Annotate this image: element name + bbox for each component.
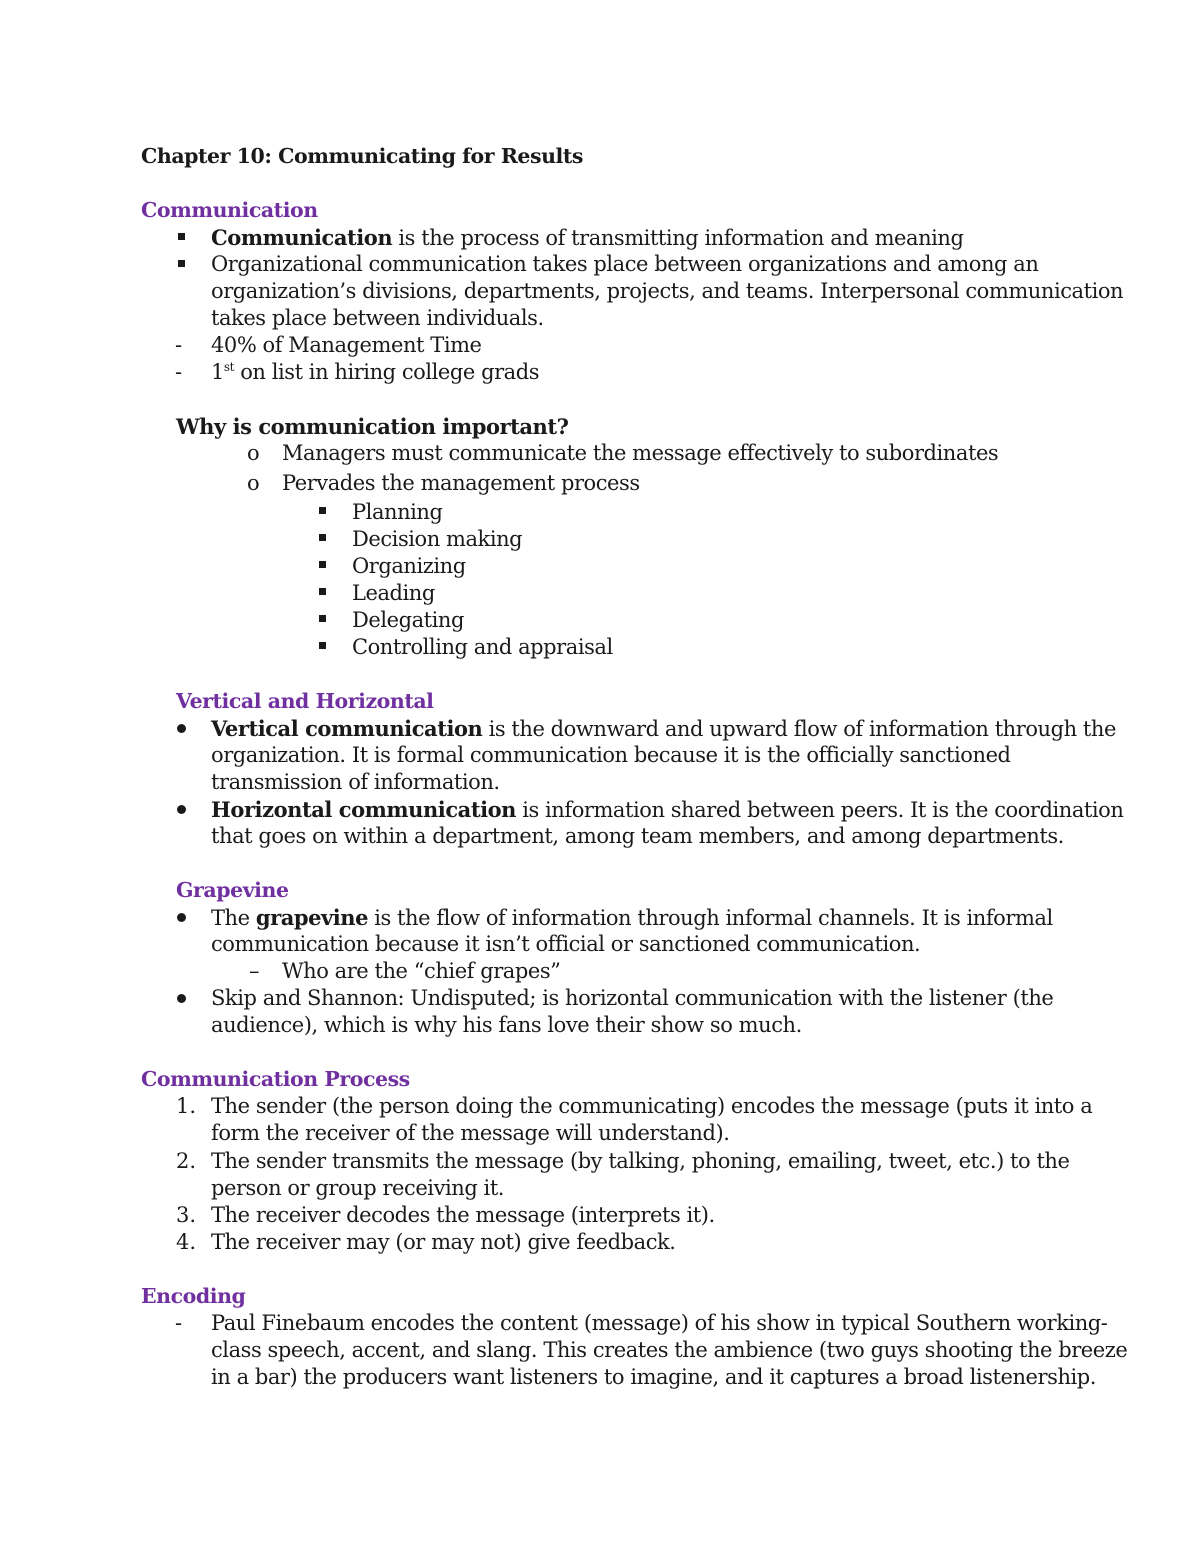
- dash-bullet: -: [175, 360, 183, 384]
- sub-item: Controlling and appraisal: [352, 635, 613, 659]
- sub-item: Leading: [352, 581, 435, 605]
- list-item: [211, 224, 964, 252]
- list-number: 4.: [176, 1230, 197, 1254]
- item-text: Skip and Shannon: Undisputed; is horizontal communication with the listener (the: [211, 986, 1054, 1010]
- item-text: The: [211, 906, 256, 930]
- dash-bullet: –: [249, 959, 260, 983]
- heading-communication: Communication: [141, 198, 318, 222]
- heading-vertical-horizontal: Vertical and Horizontal: [176, 689, 434, 713]
- item-text: that goes on within a department, among team members, and among departments.: [211, 824, 1064, 848]
- square-bullet-icon: [319, 561, 326, 568]
- square-bullet-icon: [319, 615, 326, 622]
- square-bullet-icon: [319, 534, 326, 541]
- square-bullet-icon: [178, 233, 185, 240]
- item-text: The receiver decodes the message (interprets it).: [211, 1203, 715, 1227]
- round-bullet-icon: [177, 805, 186, 814]
- term: grapevine: [255, 905, 369, 930]
- item-text: in a bar) the producers want listeners to imagine, and it captures a broad listenership.: [211, 1365, 1097, 1389]
- round-bullet-icon: [177, 724, 186, 733]
- item-text: is the flow of information through informal channels. It is informal: [368, 906, 1053, 930]
- list-number: 1.: [176, 1094, 197, 1118]
- item-text: The sender transmits the message (by talking, phoning, emailing, tweet, etc.) to the: [211, 1149, 1070, 1173]
- item-text: The receiver may (or may not) give feedback.: [211, 1230, 676, 1254]
- item-text: is information shared between peers. It is the coordination: [515, 798, 1124, 822]
- list-number: 2.: [176, 1149, 197, 1173]
- term: Communication: [211, 225, 393, 250]
- item-text: Organizational communication takes place between organizations and among an: [211, 252, 1039, 276]
- item-text: takes place between individuals.: [211, 306, 544, 330]
- list-number: 3.: [176, 1203, 197, 1227]
- subheading-why: Why is communication important?: [176, 414, 569, 439]
- item-text: Paul Finebaum encodes the content (message) of his show in typical Southern working-: [211, 1311, 1108, 1335]
- item-text: transmission of information.: [211, 770, 500, 794]
- sub-item: Decision making: [352, 527, 523, 551]
- list-item: [211, 359, 539, 386]
- sub-item: Planning: [352, 500, 443, 524]
- dash-bullet: -: [175, 1311, 183, 1335]
- item-text: is the process of transmitting information and meaning: [392, 226, 964, 250]
- list-item: [211, 715, 1116, 743]
- item-text: Managers must communicate the message effectively to subordinates: [282, 441, 999, 465]
- item-text: audience), which is why his fans love their show so much.: [211, 1013, 802, 1037]
- sub-item: Organizing: [352, 554, 466, 578]
- item-text: on list in hiring college grads: [234, 360, 540, 384]
- item-text: 1: [211, 360, 224, 384]
- term: Horizontal communication: [211, 797, 516, 822]
- item-text: 40% of Management Time: [211, 333, 482, 357]
- item-text: class speech, accent, and slang. This creates the ambience (two guys shooting the breeze: [211, 1338, 1128, 1362]
- square-bullet-icon: [178, 260, 185, 267]
- sub-item: Delegating: [352, 608, 464, 632]
- page-title: Chapter 10: Communicating for Results: [141, 144, 583, 168]
- term: Vertical communication: [211, 716, 483, 741]
- heading-grapevine: Grapevine: [176, 878, 289, 902]
- heading-communication-process: Communication Process: [141, 1067, 410, 1091]
- item-text: Pervades the management process: [282, 471, 640, 495]
- item-text: organization’s divisions, departments, projects, and teams. Interpersonal communication: [211, 279, 1124, 303]
- square-bullet-icon: [319, 507, 326, 514]
- round-bullet-icon: [177, 994, 186, 1003]
- round-bullet-icon: [177, 913, 186, 922]
- list-item: [211, 904, 1053, 932]
- sub-item: Who are the “chief grapes”: [282, 959, 561, 983]
- circle-bullet: o: [247, 471, 260, 495]
- superscript: st: [223, 360, 235, 374]
- dash-bullet: -: [175, 333, 183, 357]
- item-text: form the receiver of the message will understand).: [211, 1121, 730, 1145]
- item-text: organization. It is formal communication because it is the officially sanctioned: [211, 743, 1011, 767]
- item-text: communication because it isn’t official or sanctioned communication.: [211, 932, 921, 956]
- item-text: is the downward and upward flow of information through the: [482, 717, 1116, 741]
- list-item: [211, 796, 1123, 824]
- heading-encoding: Encoding: [141, 1284, 246, 1308]
- square-bullet-icon: [319, 642, 326, 649]
- item-text: person or group receiving it.: [211, 1176, 505, 1200]
- circle-bullet: o: [247, 441, 260, 465]
- square-bullet-icon: [319, 588, 326, 595]
- item-text: The sender (the person doing the communicating) encodes the message (puts it into a: [211, 1094, 1093, 1118]
